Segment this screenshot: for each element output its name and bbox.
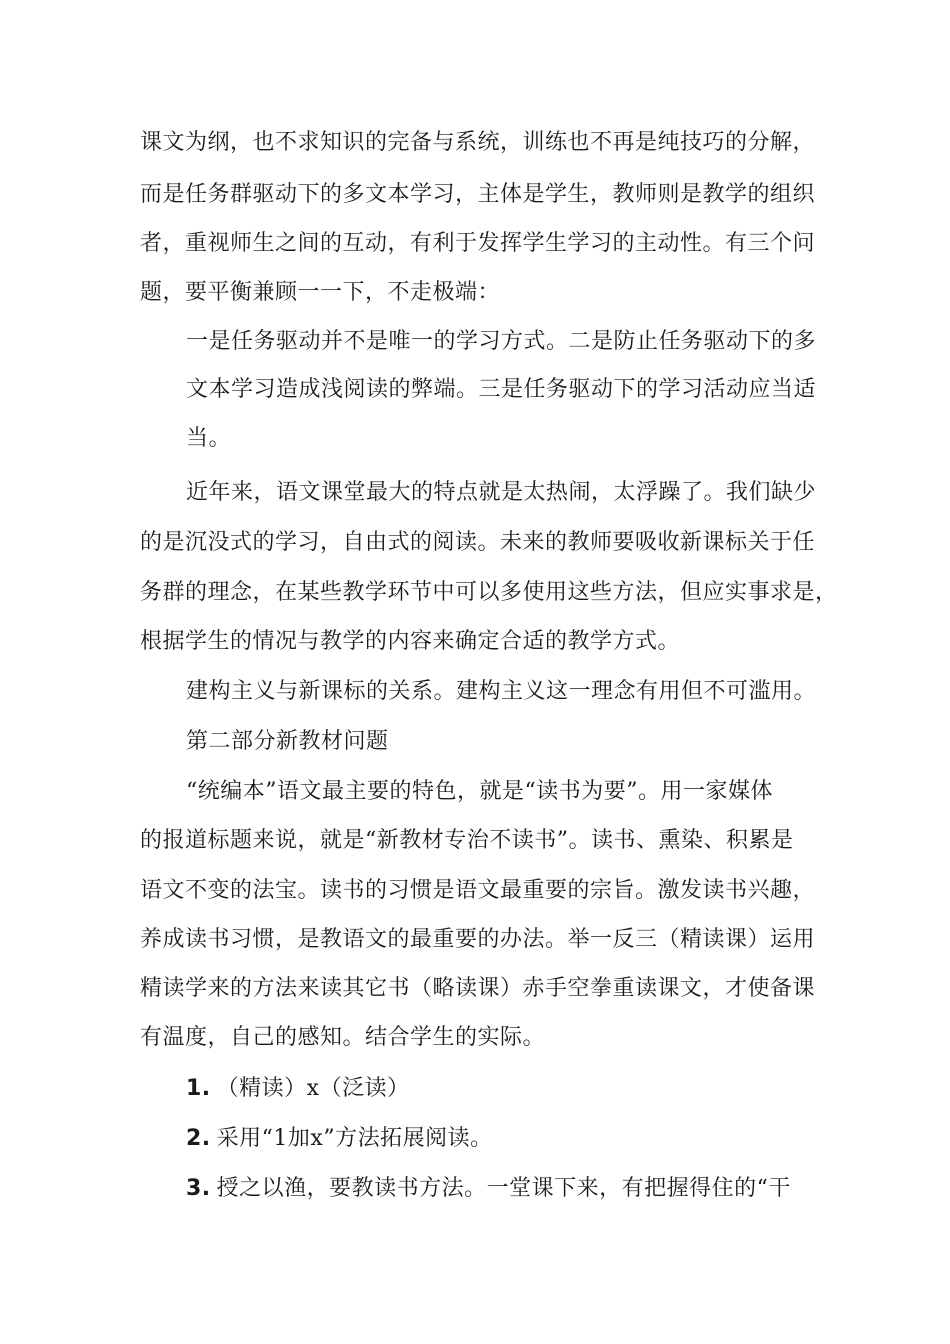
list-item-number: 3.: [186, 1176, 211, 1201]
text-line: 养成读书习惯，是教语文的最重要的办法。举一反三（精读课）运用: [140, 927, 816, 952]
text-line: 题，要平衡兼顾一一下，不走极端：: [140, 280, 501, 305]
list-item-text: 授之以渔，要教读书方法。一堂课下来，有把握得住的“干: [216, 1176, 791, 1201]
list-item: [186, 1074, 410, 1104]
list-item: [186, 1174, 791, 1204]
text-line: 者，重视师生之间的互动，有利于发挥学生学习的主动性。有三个问: [140, 231, 816, 256]
section-heading: 第二部分新教材问题: [186, 729, 389, 754]
list-item-number: 1.: [186, 1076, 211, 1101]
text-line: 务群的理念，在某些教学环节中可以多使用这些方法，但应实事求是，: [140, 580, 838, 605]
text-line: 有温度，自己的感知。结合学生的实际。: [140, 1025, 546, 1050]
text-line: 课文为纲，也不求知识的完备与系统，训练也不再是纯技巧的分解，: [140, 130, 816, 155]
text-line: “统编本”语文最主要的特色，就是“读书为要”。用一家媒体: [186, 779, 773, 804]
text-line: 当。: [186, 426, 232, 451]
text-line: 文本学习造成浅阅读的弊端。三是任务驱动下的学习活动应当适: [186, 377, 817, 402]
list-item-number: 2.: [186, 1126, 211, 1151]
list-item: [186, 1124, 493, 1154]
list-item-text: （精读）x（泛读）: [216, 1076, 410, 1101]
text-line: 的是沉没式的学习，自由式的阅读。未来的教师要吸收新课标关于任: [140, 530, 816, 555]
text-line: 而是任务群驱动下的多文本学习，主体是学生，教师则是教学的组织: [140, 182, 816, 207]
text-line: 建构主义与新课标的关系。建构主义这一理念有用但不可滥用。: [186, 679, 817, 704]
text-line: 一是任务驱动并不是唯一的学习方式。二是防止任务驱动下的多: [186, 329, 817, 354]
text-line: 精读学来的方法来读其它书（略读课）赤手空拳重读课文，才使备课: [140, 976, 816, 1001]
text-line: 语文不变的法宝。读书的习惯是语文最重要的宗旨。激发读书兴趣，: [140, 878, 816, 903]
text-line: 近年来，语文课堂最大的特点就是太热闹，太浮躁了。我们缺少: [186, 480, 817, 505]
text-line: 的报道标题来说，就是“新教材专治不读书”。读书、熏染、积累是: [140, 828, 794, 853]
list-item-text: 采用“1加x”方法拓展阅读。: [216, 1126, 493, 1151]
text-line: 根据学生的情况与教学的内容来确定合适的教学方式。: [140, 629, 681, 654]
